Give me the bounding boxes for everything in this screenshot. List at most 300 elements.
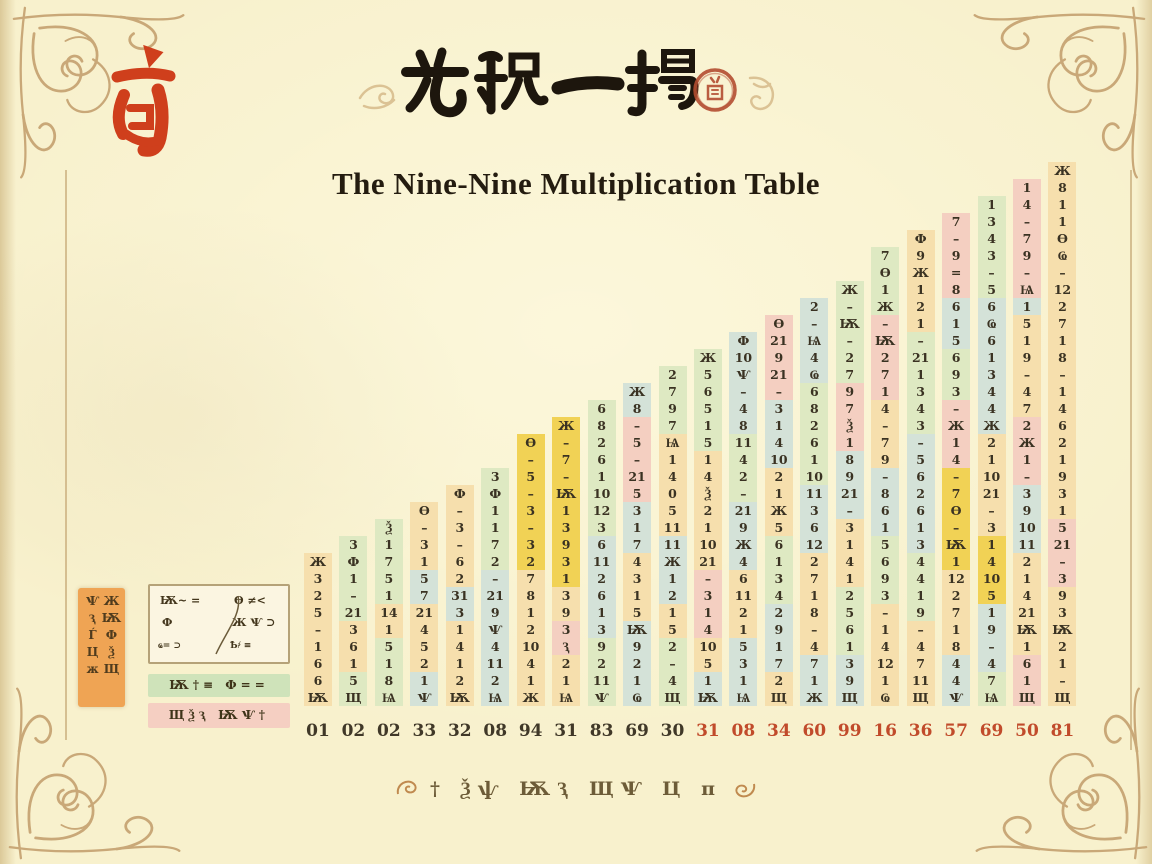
grid-cell: 5 (978, 587, 1006, 604)
grid-cell: 2 (800, 417, 828, 434)
grid-cell: Ж (800, 689, 828, 706)
grid-cell: 9 (871, 570, 899, 587)
grid-cell: Ҩ (623, 689, 651, 706)
grid-cell: 6 (907, 468, 935, 485)
grid-cell: Ҩ (978, 315, 1006, 332)
grid-cell: – (907, 621, 935, 638)
legend-row: Ҍ҂ ≡ (230, 641, 252, 651)
grid-cell: 4 (907, 638, 935, 655)
grid-cell: 1 (978, 349, 1006, 366)
grid-cell: 9 (942, 247, 970, 264)
glyph-column (1013, 179, 1041, 706)
grid-cell: 9 (836, 468, 864, 485)
grid-cell: Ф (339, 553, 367, 570)
grid-cell: Щ (836, 689, 864, 706)
grid-cell: 4 (836, 553, 864, 570)
grid-cell: 1 (765, 485, 793, 502)
grid-cell: Ѩ (978, 689, 1006, 706)
grid-cell: 1 (375, 621, 403, 638)
grid-cell: 9 (1013, 502, 1041, 519)
grid-cell: 1 (588, 604, 616, 621)
grid-cell: 10 (765, 451, 793, 468)
grid-cell: – (942, 230, 970, 247)
footer (0, 776, 1152, 802)
grid-cell: – (871, 315, 899, 332)
grid-cell: 2 (694, 502, 722, 519)
grid-cell: 10 (588, 485, 616, 502)
grid-cell: 21 (410, 604, 438, 621)
grid-cell: 4 (659, 672, 687, 689)
grid-cell: 5 (375, 638, 403, 655)
grid-cell: 4 (907, 400, 935, 417)
grid-cell: 7 (1013, 400, 1041, 417)
grid-cell: 2 (1013, 417, 1041, 434)
column-label: 32 (447, 721, 472, 741)
grid-cell: 21 (907, 349, 935, 366)
grid-cell: 3 (907, 417, 935, 434)
legend-row: Ж Ѱ ⊃ (232, 616, 276, 629)
grid-cell: 10 (694, 638, 722, 655)
glyph-column (907, 230, 935, 706)
legend-row: Ѭ~ = (160, 594, 201, 607)
grid-cell: 9 (765, 349, 793, 366)
grid-cell: Ѭ (942, 536, 970, 553)
grid-cell: 3 (978, 519, 1006, 536)
grid-cell: 1 (694, 604, 722, 621)
grid-cell: – (871, 604, 899, 621)
grid-cell: 7 (410, 587, 438, 604)
grid-cell: 8 (800, 400, 828, 417)
grid-cell: 4 (800, 638, 828, 655)
grid-cell: 1 (623, 587, 651, 604)
grid-cell: 9 (1013, 349, 1041, 366)
grid-cell: 7 (871, 366, 899, 383)
grid-cell: Щ (659, 689, 687, 706)
grid-cell: 3 (765, 400, 793, 417)
grid-cell: 9 (907, 247, 935, 264)
grid-cell: Ѳ (517, 434, 545, 451)
column-label: 69 (979, 721, 1004, 741)
grid-cell: 6 (978, 332, 1006, 349)
column-label: 81 (1050, 721, 1075, 741)
grid-cell: Ф (481, 485, 509, 502)
grid-cell: Ѭ (446, 689, 474, 706)
grid-cell: 21 (481, 587, 509, 604)
grid-cell: – (410, 519, 438, 536)
grid-cell: 2 (517, 621, 545, 638)
grid-cell: 7 (836, 400, 864, 417)
grid-cell: 7 (836, 366, 864, 383)
grid-cell: Ж (304, 553, 332, 570)
grid-cell: 8 (517, 587, 545, 604)
grid-cell: 1 (1013, 570, 1041, 587)
grid-cell: 5 (694, 400, 722, 417)
grid-cell: 4 (729, 400, 757, 417)
grid-cell: 3 (552, 553, 580, 570)
glyph-column (623, 383, 651, 706)
vertical-text-line: ЖѬФѮЩ (104, 594, 119, 679)
grid-cell: 2 (588, 434, 616, 451)
grid-cell: 7 (552, 451, 580, 468)
grid-cell: 9 (729, 519, 757, 536)
grid-cell: 3 (446, 519, 474, 536)
grid-cell: 11 (659, 536, 687, 553)
grid-cell: 5 (410, 570, 438, 587)
grid-cell: – (871, 417, 899, 434)
grid-cell: 4 (978, 383, 1006, 400)
grid-cell: Ж (552, 417, 580, 434)
legend-box (148, 584, 290, 664)
grid-cell: 3 (978, 213, 1006, 230)
grid-cell: – (517, 519, 545, 536)
grid-cell: 5 (836, 604, 864, 621)
grid-cell: 7 (481, 536, 509, 553)
grid-cell: 1 (552, 570, 580, 587)
grid-cell: 7 (800, 570, 828, 587)
grid-cell: 6 (871, 502, 899, 519)
grid-cell: – (304, 621, 332, 638)
grid-cell: 1 (800, 451, 828, 468)
grid-cell: 9 (659, 400, 687, 417)
grid-cell: 12 (800, 536, 828, 553)
grid-cell: 4 (694, 621, 722, 638)
grid-cell: 3 (588, 519, 616, 536)
grid-cell: 6 (800, 383, 828, 400)
grid-cell: 5 (1048, 519, 1076, 536)
grid-cell: 9 (907, 604, 935, 621)
grid-cell: 6 (1048, 417, 1076, 434)
grid-cell: 3 (588, 621, 616, 638)
grid-cell: Ж (765, 502, 793, 519)
grid-cell: – (836, 298, 864, 315)
grid-cell: 21 (765, 366, 793, 383)
grid-cell: 1 (907, 587, 935, 604)
grid-cell: – (800, 621, 828, 638)
grid-cell: 12 (871, 655, 899, 672)
grid-cell: – (623, 417, 651, 434)
grid-cell: 9 (942, 366, 970, 383)
grid-cell: 4 (942, 672, 970, 689)
grid-cell: Ф (446, 485, 474, 502)
grid-cell: 3 (907, 383, 935, 400)
grid-cell: – (694, 570, 722, 587)
grid-cell: 8 (588, 417, 616, 434)
grid-cell: Ѭ (694, 689, 722, 706)
footer-text: † Ѯѱ ѬԆ ЩѰ Ц π (430, 777, 722, 800)
grid-cell: 12 (942, 570, 970, 587)
grid-cell: 10 (694, 536, 722, 553)
grid-cell: – (1048, 366, 1076, 383)
grid-cell: 1 (1013, 451, 1041, 468)
grid-cell: 1 (552, 502, 580, 519)
grid-cell: 1 (1013, 332, 1041, 349)
grid-cell: 1 (907, 366, 935, 383)
grid-cell: 7 (765, 655, 793, 672)
grid-cell: 3 (978, 247, 1006, 264)
grid-cell: 5 (623, 485, 651, 502)
grid-cell: – (623, 451, 651, 468)
grid-cell: 8 (800, 604, 828, 621)
grid-cell: – (978, 264, 1006, 281)
grid-cell: – (1013, 264, 1041, 281)
grid-cell: Ѭ (871, 332, 899, 349)
grid-cell: 3 (1048, 485, 1076, 502)
grid-cell: 7 (623, 536, 651, 553)
grid-cell: 1 (729, 621, 757, 638)
grid-cell: 4 (907, 553, 935, 570)
grid-cell: 2 (1048, 434, 1076, 451)
grid-cell: 2 (481, 553, 509, 570)
footer-swirl-right (732, 776, 758, 802)
grid-cell: 3 (729, 655, 757, 672)
grid-cell: – (800, 315, 828, 332)
grid-cell: 4 (978, 553, 1006, 570)
grid-cell: 6 (446, 553, 474, 570)
grid-cell: Ѯ (694, 485, 722, 502)
grid-cell: Ѳ (1048, 230, 1076, 247)
grid-cell: – (1048, 672, 1076, 689)
column-label: 60 (802, 721, 827, 741)
grid-cell: 1 (765, 417, 793, 434)
grid-cell: 21 (623, 468, 651, 485)
grid-cell: 9 (552, 536, 580, 553)
column-label: 31 (554, 721, 578, 741)
grid-cell: – (942, 400, 970, 417)
grid-cell: 1 (729, 672, 757, 689)
grid-cell: 5 (659, 621, 687, 638)
column-label: 08 (483, 721, 508, 741)
grid-cell: Ѭ (836, 315, 864, 332)
grid-cell: – (942, 519, 970, 536)
grid-cell: 5 (304, 604, 332, 621)
grid-cell: 1 (481, 502, 509, 519)
grid-cell: 7 (517, 570, 545, 587)
grid-cell: 1 (694, 451, 722, 468)
grid-cell: 6 (871, 553, 899, 570)
grid-cell: 9 (836, 383, 864, 400)
glyph-column (729, 332, 757, 706)
grid-cell: 5 (942, 332, 970, 349)
legend-row: Ф (162, 616, 173, 629)
grid-cell: 7 (871, 434, 899, 451)
grid-cell: 2 (410, 655, 438, 672)
grid-cell: Ж (871, 298, 899, 315)
grid-cell: 6 (304, 672, 332, 689)
grid-cell: 8 (1048, 179, 1076, 196)
grid-cell: Ҩ (800, 366, 828, 383)
grid-cell: Ѩ (1013, 281, 1041, 298)
grid-cell: 4 (481, 638, 509, 655)
grid-cell: 7 (942, 213, 970, 230)
glyph-column (942, 213, 970, 706)
grid-cell: 6 (1013, 655, 1041, 672)
grid-cell: 7 (907, 655, 935, 672)
grid-cell: 2 (304, 587, 332, 604)
grid-cell: Ѩ (375, 689, 403, 706)
grid-cell: 11 (481, 655, 509, 672)
vertical-calligraphy-card (78, 588, 125, 707)
grid-cell: – (907, 434, 935, 451)
grid-cell: 6 (729, 570, 757, 587)
grid-cell: 8 (942, 638, 970, 655)
grid-cell: Ѩ (659, 434, 687, 451)
grid-cell: Ѱ (729, 366, 757, 383)
grid-cell: 9 (1013, 247, 1041, 264)
grid-cell: 1 (623, 519, 651, 536)
grid-cell: 4 (729, 451, 757, 468)
grid-cell: 3 (871, 587, 899, 604)
grid-cell: 9 (836, 672, 864, 689)
glyph-column (446, 485, 474, 706)
grid-cell: 4 (978, 230, 1006, 247)
grid-cell: 8 (729, 417, 757, 434)
grid-cell: Ж (907, 264, 935, 281)
grid-cell: 3 (481, 468, 509, 485)
grid-cell: Ж (729, 536, 757, 553)
grid-cell: 5 (694, 366, 722, 383)
grid-cell: 4 (446, 638, 474, 655)
column-label: 33 (412, 721, 437, 741)
grid-cell: 3 (623, 502, 651, 519)
grid-cell: 2 (481, 672, 509, 689)
grid-cell: – (907, 332, 935, 349)
grid-cell: 3 (1013, 485, 1041, 502)
grid-cell: 1 (623, 672, 651, 689)
grid-cell: 5 (659, 502, 687, 519)
grid-cell: 12 (588, 502, 616, 519)
column-label: 01 (306, 721, 330, 741)
grid-cell: 8 (836, 451, 864, 468)
grid-cell: 3 (304, 570, 332, 587)
glyph-column (517, 434, 545, 706)
grid-cell: 5 (623, 434, 651, 451)
grid-cell: – (446, 502, 474, 519)
grid-cell: Ѯ (836, 417, 864, 434)
column-label: 57 (944, 721, 968, 741)
grid-cell: 4 (1048, 400, 1076, 417)
grid-cell: 1 (659, 451, 687, 468)
grid-cell: – (659, 655, 687, 672)
glyph-column (978, 196, 1006, 706)
grid-cell: Ѩ (800, 332, 828, 349)
grid-cell: 2 (907, 485, 935, 502)
grid-cell: Ж (1048, 162, 1076, 179)
grid-cell: 11 (729, 434, 757, 451)
grid-cell: – (729, 383, 757, 400)
grid-cell: Ѳ (410, 502, 438, 519)
column-label: 31 (696, 721, 720, 741)
grid-cell: 3 (517, 536, 545, 553)
grid-cell: 2 (729, 604, 757, 621)
grid-cell: Ѱ (481, 621, 509, 638)
column-label: 83 (589, 721, 614, 741)
grid-cell: 7 (1013, 230, 1041, 247)
grid-cell: – (978, 502, 1006, 519)
grid-cell: 5 (694, 655, 722, 672)
grid-cell: 3 (978, 366, 1006, 383)
grid-cell: 3 (942, 383, 970, 400)
grid-cell: Ѭ (1013, 621, 1041, 638)
grid-cell: Ж (694, 349, 722, 366)
grid-cell: 9 (623, 638, 651, 655)
grid-cell: 1 (942, 434, 970, 451)
grid-cell: 7 (659, 417, 687, 434)
grid-cell: 1 (836, 570, 864, 587)
grid-cell: – (1013, 468, 1041, 485)
grid-cell: 1 (375, 536, 403, 553)
grid-cell: – (517, 451, 545, 468)
grid-cell: 5 (907, 451, 935, 468)
grid-cell: 6 (588, 587, 616, 604)
grid-cell: – (481, 570, 509, 587)
grid-cell: Щ (1013, 689, 1041, 706)
column-label: 16 (873, 721, 898, 741)
grid-cell: 8 (375, 672, 403, 689)
legend-row: Ѳ ≠< (234, 594, 266, 607)
glyph-column (800, 298, 828, 706)
vertical-text-line: ѰԆЃЦж (85, 594, 100, 679)
grid-cell: 1 (1048, 502, 1076, 519)
grid-cell: 1 (694, 417, 722, 434)
grid-cell: 2 (765, 672, 793, 689)
grid-cell: 1 (871, 383, 899, 400)
glyph-column (410, 502, 438, 706)
grid-cell: 1 (836, 536, 864, 553)
grid-cell: 4 (729, 553, 757, 570)
grid-cell: 1 (978, 536, 1006, 553)
grid-cell: 21 (694, 553, 722, 570)
grid-cell: 11 (1013, 536, 1041, 553)
grid-cell: 1 (800, 672, 828, 689)
grid-cell: Ж (517, 689, 545, 706)
grid-cell: 1 (871, 281, 899, 298)
grid-cell: 6 (694, 383, 722, 400)
grid-cell: 6 (836, 621, 864, 638)
grid-cell: 1 (1048, 332, 1076, 349)
grid-cell: 1 (1048, 383, 1076, 400)
grid-cell: – (729, 485, 757, 502)
grid-cell: 2 (1013, 553, 1041, 570)
grid-cell: 1 (871, 621, 899, 638)
glyph-column (375, 519, 403, 706)
grid-cell: 7 (659, 383, 687, 400)
grid-cell: – (1048, 264, 1076, 281)
grid-cell: 2 (588, 570, 616, 587)
column-label: 94 (518, 721, 543, 741)
grid-cell: 3 (410, 536, 438, 553)
grid-cell: 3 (836, 655, 864, 672)
legend-strip-green: Ѭ†≡ Ф== (148, 674, 290, 697)
grid-cell: Ж (978, 417, 1006, 434)
grid-cell: Щ (1048, 689, 1076, 706)
grid-cell: 6 (588, 451, 616, 468)
grid-cell: 1 (517, 672, 545, 689)
glyph-column (481, 468, 509, 706)
grid-cell: 11 (907, 672, 935, 689)
grid-cell: 5 (623, 604, 651, 621)
grid-cell: – (836, 502, 864, 519)
column-label: 50 (1015, 721, 1039, 741)
grid-cell: 7 (375, 553, 403, 570)
grid-cell: – (339, 587, 367, 604)
grid-cell: – (1013, 213, 1041, 230)
grid-cell: 1 (765, 638, 793, 655)
grid-cell: 1 (871, 672, 899, 689)
grid-cell: 21 (1048, 536, 1076, 553)
column-label: 30 (660, 721, 685, 741)
grid-cell: Ѳ (942, 502, 970, 519)
grid-cell: 3 (552, 621, 580, 638)
